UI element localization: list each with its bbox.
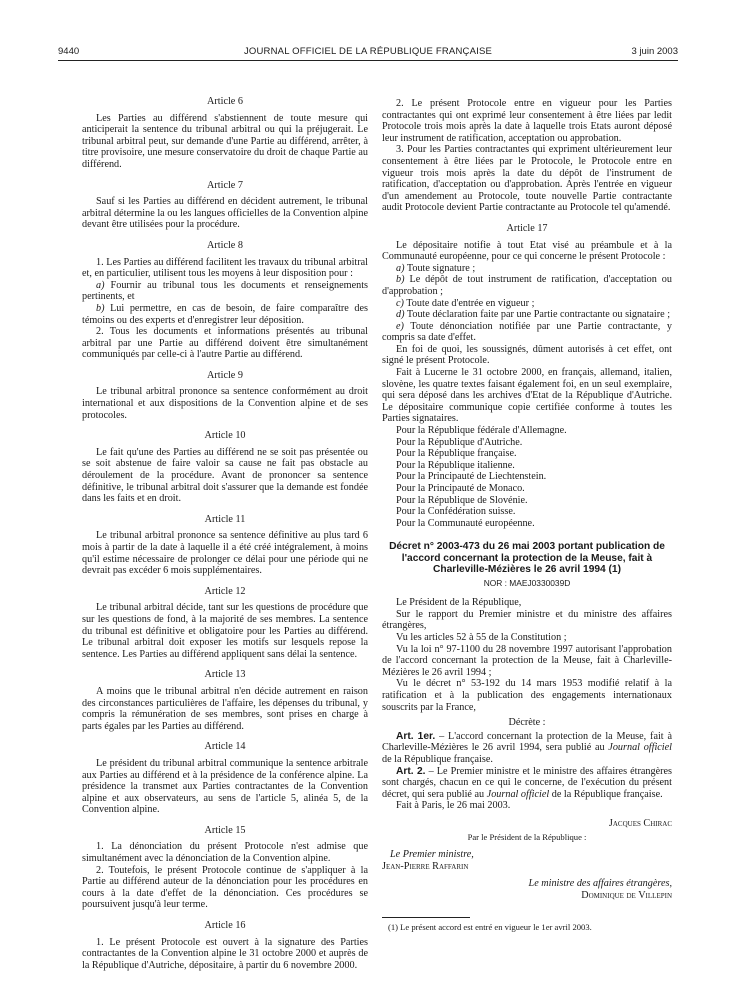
article-text: – L'accord concernant la protection de la Meuse, fait à Charleville-Mézières le 26 avril 1994, sera publié au [382, 730, 672, 754]
item-text: Toute signature ; [404, 262, 476, 274]
ministre-name: Dominique de Villepin [581, 889, 672, 901]
signatory: Pour la Principauté de Monaco. [396, 483, 525, 494]
article-6-title: Article 6 [207, 96, 243, 107]
article-6-text: Les Parties au différend s'abstiennent de toute mesure qui anticiperait la sentence du tribunal arbitral ou qui la préjugerait. Le tribunal arbitral peut, sur demande d'une Partie au différend, arrêter, à titre provisoire, une mesure conservatoire du droit de chaque Partie au différend. [82, 112, 368, 170]
article-15-title: Article 15 [204, 824, 246, 836]
signatory: Pour la Communauté européenne. [396, 517, 535, 529]
signatory: Pour la Confédération suisse. [396, 506, 516, 518]
article-17-para-3: Fait à Lucerne le 31 octobre 2000, en français, allemand, italien, slovène, les quatre textes faisant également foi, en un seul exemplaire, qui sera déposé dans les archives d'Etat de la République d'Autriche. Le dépositaire communique copie certifiée conforme à toutes les Parties signataires. [382, 367, 672, 425]
article-16-para-2: 2. Le présent Protocole entre en vigueur pour les Parties contractantes qui ont exprimé leur consentement à être liées par ledit Protocole trois mois après la date à laquelle trois Etats auront déposé leur instrument de ratification, acceptation ou approbation. [382, 98, 672, 144]
item-text: Le dépôt de tout instrument de ratification, d'acceptation ou d'approbation ; [382, 274, 672, 297]
article-9-title: Article 9 [207, 369, 243, 381]
article-12-text: Le tribunal arbitral décide, tant sur les questions de procédure que sur les questions de fond, à la majorité de ses membres. La sentence du tribunal est définitive et obligatoire pour les Parties au différend. Le tribunal arbitral doit exposer les motifs sur lesquels repose la sentence. Les Parties au différend appliquent sans délai la sentence. [82, 602, 368, 660]
article-17-title: Article 17 [506, 222, 548, 234]
item-label: c) [396, 297, 404, 309]
decree-para-5: Vu le décret n° 53-192 du 14 mars 1953 modifié relatif à la ratification et à la publication des engagements internationaux souscrits par la France, [382, 678, 672, 713]
signatory: Pour la République fédérale d'Allemagne. [396, 425, 567, 437]
article-17-item-b [382, 274, 672, 297]
article-14-text: Le président du tribunal arbitral communique la sentence arbitrale aux Parties au différend et à la présidence de la conférence alpine. La présidence la transmet aux Parties contractantes de la Convention alpine et aux observateurs, au sens de l'article 5, alinéa 5, de la Convention alpine. [82, 757, 368, 816]
right-column [382, 98, 672, 934]
decrete-heading: Décrète : [508, 717, 546, 729]
article-12-title: Article 12 [204, 585, 246, 597]
article-8-para-2: 2. Tous les documents et informations présentés au tribunal arbitral par une Partie au différend doivent être simultanément communiqués par celle-ci à l'autre Partie au différend. [82, 326, 368, 361]
article-10-title: Article 10 [204, 430, 246, 442]
article-13-title: Article 13 [204, 669, 246, 681]
item-text: Toute déclaration faite par une Partie contractante ou signataire ; [404, 309, 671, 321]
article-16-para-1: 1. Le présent Protocole est ouvert à la signature des Parties contractantes de la Convention alpine le 31 octobre 2000 et auprès de la République d'Autriche, dépositaire, à partir du 6 novembre 2000. [82, 936, 368, 971]
item-label: a) [396, 262, 405, 274]
journal-title: JOURNAL OFFICIEL DE LA RÉPUBLIQUE FRANÇAISE [243, 46, 493, 57]
item-label: b) [396, 274, 405, 286]
decree-para-1: Le Président de la République, [396, 597, 522, 609]
signatory: Pour la Principauté de Liechtenstein. [396, 471, 547, 483]
article-text: – Le Premier ministre et le ministre des affaires étrangères sont chargés, chacun en ce qui le concerne, de l'exécution du présent décret, qui sera publié au [382, 765, 673, 800]
decree-date: Fait à Paris, le 26 mai 2003. [396, 800, 511, 812]
article-9-text: Le tribunal arbitral prononce sa sentence conformément au droit international et aux dispositions de la Convention alpine et de ses protocoles. [82, 386, 368, 421]
item-label: d) [396, 309, 405, 321]
article-text: de la République française. [382, 753, 493, 765]
article-11-text: Le tribunal arbitral prononce sa sentence définitive au plus tard 6 mois à partir de la date à laquelle il a été créé intégralement, à moins qu'il estime nécessaire de prolonger ce délai pour une période qui ne devrait pas excéder 6 mois supplémentaires. [82, 530, 368, 577]
left-column [82, 96, 368, 971]
decree-title: Décret n° 2003-473 du 26 mai 2003 portant publication de l'accord concernant la protection de la Meuse, fait à Charleville-Mézières le 26 avril 1994 (1) [389, 541, 665, 576]
item-label: b) [96, 302, 105, 314]
article-17-para-2: En foi de quoi, les soussignés, dûment autorisés à cet effet, ont signé le présent Protocole. [382, 343, 672, 367]
decree-para-4: Vu la loi n° 97-1100 du 28 novembre 1997 autorisant l'approbation de l'accord concernant la protection de la Meuse, fait à Charleville-Mézières le 26 avril 1994 ; [382, 643, 672, 678]
article-17-item-d [382, 309, 672, 321]
signatories-list [382, 425, 672, 529]
item-label: a) [96, 279, 105, 291]
header-rule [58, 60, 678, 61]
par-le-president: Par le Président de la République : [467, 832, 587, 843]
article-11-title: Article 11 [204, 513, 246, 525]
article-8-item-a [82, 280, 368, 303]
article-8-para-1: 1. Les Parties au différend facilitent les travaux du tribunal arbitral et, en particulier, utilisent tous les moyens à leur disposition pour : [82, 256, 368, 280]
item-text: Toute dénonciation notifiée par une Partie contractante, y compris sa date d'effet. [382, 320, 672, 344]
decree-para-3: Vu les articles 52 à 55 de la Constitution ; [396, 631, 567, 643]
article-7-text: Sauf si les Parties au différend en décident autrement, le tribunal arbitral détermine la ou les langues officielles de la Convention alpine devant être utilisées pour la procédure. [82, 196, 368, 231]
premier-ministre-title: Le Premier ministre, [390, 849, 474, 861]
article-8-item-b [82, 303, 368, 326]
footnote-rule [382, 917, 470, 918]
premier-ministre-name: Jean-Pierre Raffarin [382, 860, 469, 872]
nor-reference: NOR : MAEJ0330039D [483, 577, 571, 588]
footnote: (1) Le présent accord est entré en vigueur le 1er avril 2003. [388, 922, 592, 933]
article-16-title: Article 16 [204, 920, 246, 932]
article-13-text: A moins que le tribunal arbitral n'en décide autrement en raison des circonstances particulières de l'affaire, les dépenses du tribunal, y compris la rémunération de ses membres, sont prises en charge à parts égales par les Parties au différend. [82, 685, 368, 732]
article-10-text: Le fait qu'une des Parties au différend ne se soit pas présentée ou se soit abstenue de faire valoir sa cause ne fait pas obstacle au déroulement de la procédure. Avant de prononcer sa sentence définitive, le tribunal arbitral doit s'assurer que la demande est fondée dans les faits et en droit. [82, 446, 368, 505]
signatory: Pour la République d'Autriche. [396, 436, 523, 448]
article-17-item-a [382, 263, 672, 275]
article-text: de la République française. [549, 788, 663, 800]
article-15-para-1: 1. La dénonciation du présent Protocole n'est admise que simultanément avec la dénonciation de la Convention alpine. [82, 841, 368, 865]
signature-president: Jacques Chirac [608, 817, 672, 829]
article-17-item-e [382, 321, 672, 344]
item-text: Fournir au tribunal tous les documents et renseignements pertinents, et [82, 279, 368, 303]
page-number: 9440 [58, 46, 80, 57]
decree-article-1 [382, 731, 672, 766]
signatory: Pour la République italienne. [396, 459, 515, 471]
article-15-para-2: 2. Toutefois, le présent Protocole continue de s'appliquer à la Partie au différend auteur de la dénonciation pour les procédures en cours à la date d'effet de la dénonciation. Ces procédures se poursuivent jusqu'à leur terme. [82, 864, 368, 911]
article-17-item-c [382, 298, 672, 310]
decree-article-2 [382, 766, 672, 801]
journal-name: Journal officiel [486, 788, 550, 800]
article-14-title: Article 14 [204, 741, 246, 753]
ministre-title: Le ministre des affaires étrangères, [528, 878, 672, 890]
article-8-title: Article 8 [207, 239, 243, 251]
journal-name: Journal officiel [608, 742, 672, 754]
item-text: Toute date d'entrée en vigueur ; [403, 297, 535, 309]
signatory: Pour la République française. [396, 448, 517, 460]
article-label: Art. 1er. [396, 730, 436, 742]
article-16-para-3: 3. Pour les Parties contractantes qui expriment ultérieurement leur consentement à être liées par le Protocole, le Protocole entre en vigueur trois mois après la date du dépôt de l'instrument de ratification, d'acceptation ou d'approbation. Après l'entrée en vigueur d'un amendement au Protocole, toute nouvelle Partie contractante audit Protocole devient Partie contractante au Protocole tel qu'amendé. [382, 144, 672, 214]
issue-date: 3 juin 2003 [631, 46, 678, 57]
decree-para-2: Sur le rapport du Premier ministre et du ministre des affaires étrangères, [382, 608, 672, 632]
item-text: Lui permettre, en cas de besoin, de faire comparaître des témoins ou des experts et d'enregistrer leur déposition. [82, 302, 368, 326]
signatory: Pour la République de Slovénie. [396, 494, 528, 506]
article-7-title: Article 7 [207, 179, 243, 191]
item-label: e) [396, 320, 404, 332]
article-label: Art. 2. [396, 765, 426, 777]
article-17-para-1: Le dépositaire notifie à tout Etat visé au préambule et à la Communauté européenne, pour ce qui concerne le présent Protocole : [382, 239, 672, 263]
